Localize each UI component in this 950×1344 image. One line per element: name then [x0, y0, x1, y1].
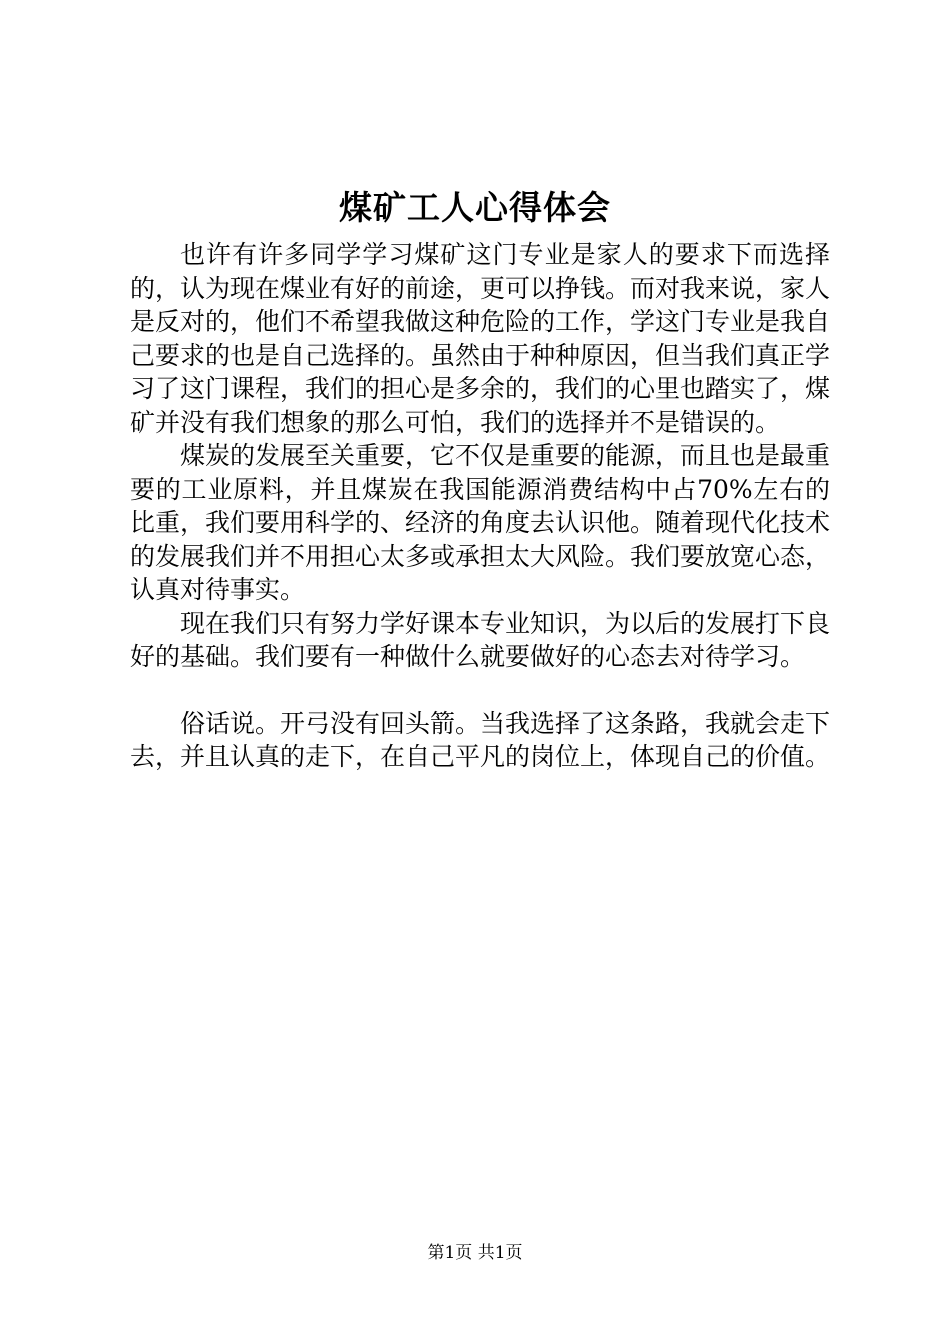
paragraph-4: 俗话说。开弓没有回头箭。当我选择了这条路，我就会走下去，并且认真的走下，在自己平凡的岗位上，体现自己的价值。 [130, 708, 831, 771]
paragraph-3: 现在我们只有努力学好课本专业知识，为以后的发展打下良好的基础。我们要有一种做什么就要做好的心态去对待学习。 [130, 608, 831, 671]
document-title: 煤矿工人心得体会 [339, 188, 611, 227]
page-footer: 第1页 共1页 [427, 1243, 523, 1263]
document-body [130, 238, 830, 774]
paragraph-2: 煤炭的发展至关重要，它不仅是重要的能源，而且也是最重要的工业原料，并且煤炭在我国能源消费结构中占70%左右的比重，我们要用科学的、经济的角度去认识他。随着现代化技术的发展我们并不用担心太多或承担太大风险。我们要放宽心态，认真对待事实。 [130, 441, 831, 604]
paragraph-1: 也许有许多同学学习煤矿这门专业是家人的要求下而选择的，认为现在煤业有好的前途，更可以挣钱。而对我来说，家人是反对的，他们不希望我做这种危险的工作，学这门专业是我自己要求的也是自己选择的。虽然由于种种原因，但当我们真正学习了这门课程，我们的担心是多余的，我们的心里也踏实了，煤矿并没有我们想象的那么可怕，我们的选择并不是错误的。 [130, 240, 831, 437]
